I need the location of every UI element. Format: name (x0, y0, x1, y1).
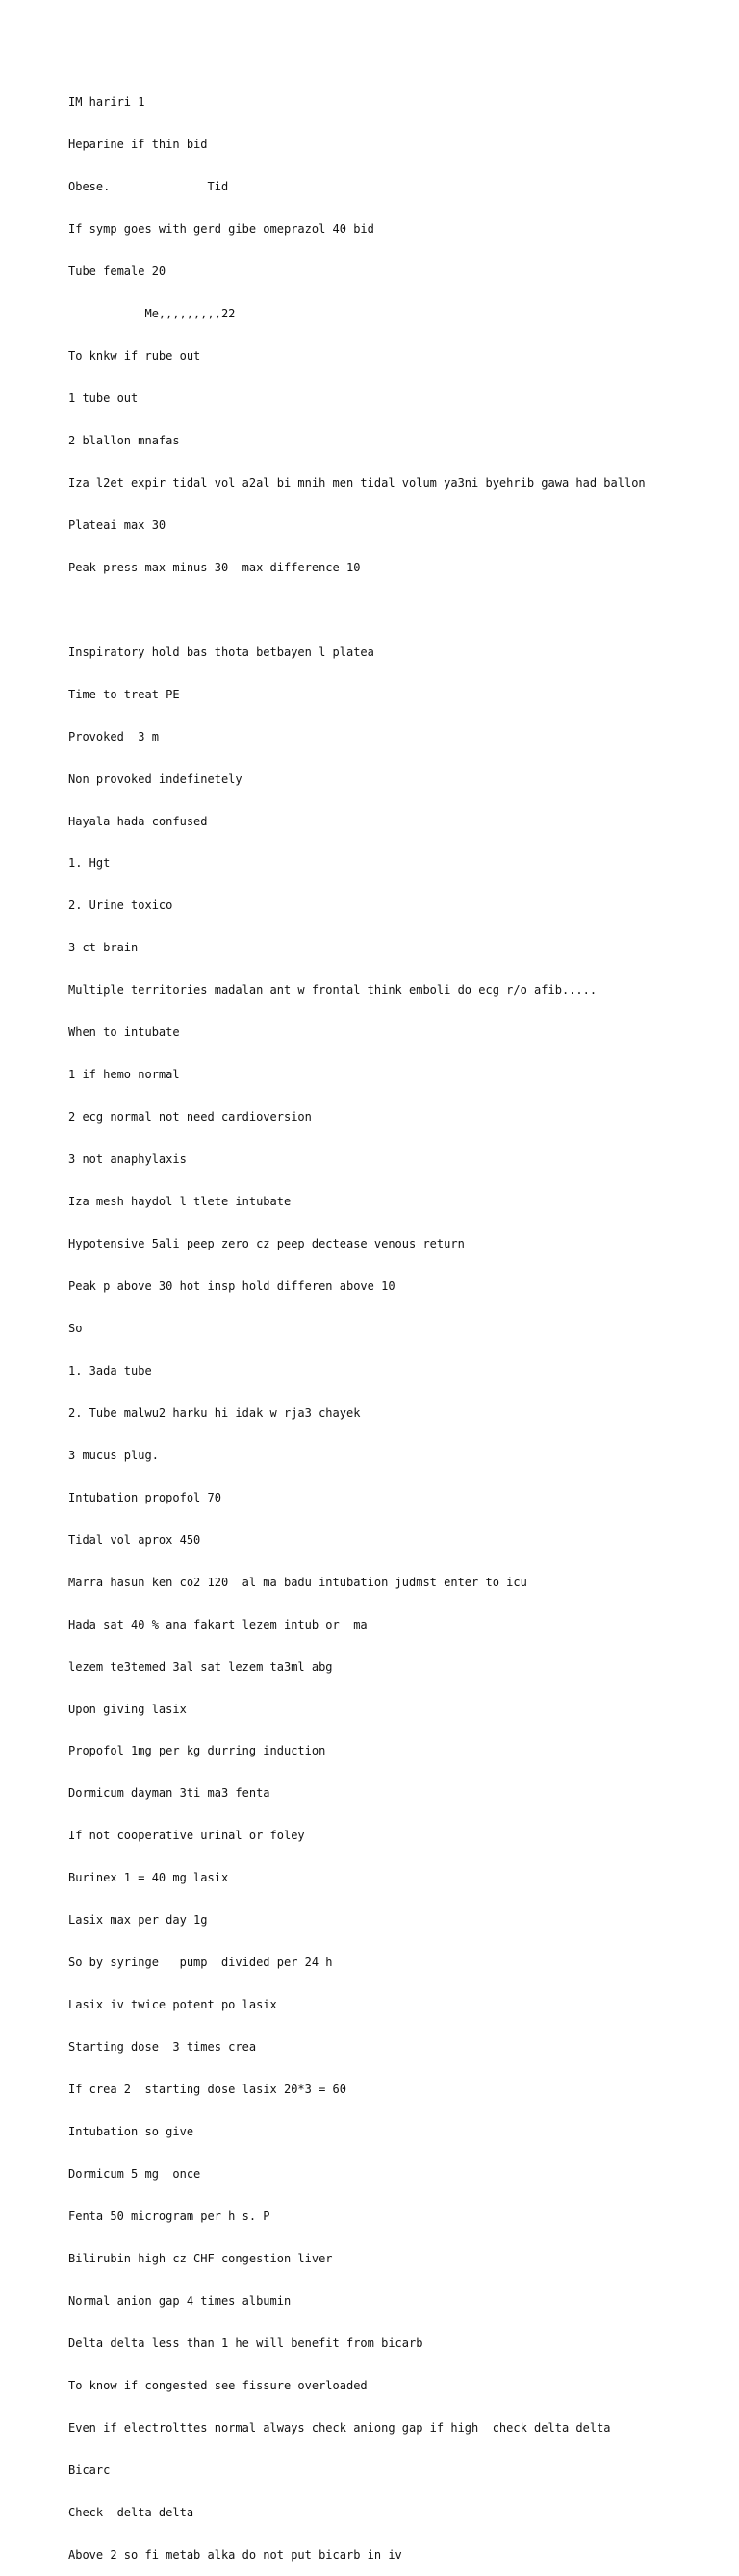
text-line: IM hariri 1 (68, 95, 145, 110)
text-line: 3 not anaphylaxis (68, 1152, 187, 1167)
text-line: 2 blallon mnafas (68, 433, 180, 447)
text-line: Lasix max per day 1g (68, 1913, 208, 1928)
text-line: Dormicum dayman 3ti ma3 fenta (68, 1786, 270, 1801)
text-line: Bicarc (68, 2462, 111, 2477)
text-line: 2. Tube malwu2 harku hi idak w rja3 chayek (68, 1405, 361, 1420)
text-line: Dormicum 5 mg once (68, 2167, 201, 2182)
text-line: Propofol 1mg per kg durring induction (68, 1744, 326, 1758)
text-line: Peak press max minus 30 max difference 10 (68, 560, 361, 574)
text-line: Lasix iv twice potent po lasix (68, 1998, 277, 2012)
text-line: Marra hasun ken co2 120 al ma badu intubation judmst enter to icu (68, 1575, 527, 1589)
text-line: Bilirubin high cz CHF congestion liver (68, 2251, 333, 2265)
text-line: If symp goes with gerd gibe omeprazol 40 bid (68, 222, 374, 237)
text-line: 1. Hgt (68, 856, 111, 871)
text-line: Multiple territories madalan ant w frontal think emboli do ecg r/o afib..... (68, 983, 598, 998)
text-line: Non provoked indefinetely (68, 771, 242, 786)
text-line: Intubation so give (68, 2125, 194, 2139)
text-line: Hypotensive 5ali peep zero cz peep dectease venous return (68, 1237, 465, 1251)
text-line: Provoked 3 m (68, 729, 159, 744)
text-line: 2 ecg normal not need cardioversion (68, 1110, 312, 1124)
text-line: So by syringe pump divided per 24 h (68, 1956, 333, 1970)
note-text-block (68, 67, 723, 2576)
text-line: Tidal vol aprox 450 (68, 1532, 201, 1547)
blank-line (68, 603, 723, 618)
text-line: Upon giving lasix (68, 1702, 187, 1716)
text-line: Iza l2et expir tidal vol a2al bi mnih men tidal volum ya3ni byehrib gawa had ballon (68, 475, 646, 490)
text-line: Time to treat PE (68, 687, 180, 701)
text-line: 3 mucus plug. (68, 1448, 159, 1462)
text-line: Iza mesh haydol l tlete intubate (68, 1195, 292, 1209)
text-line: Starting dose 3 times crea (68, 2040, 257, 2055)
text-line: If not cooperative urinal or foley (68, 1829, 305, 1843)
text-line: So (68, 1321, 83, 1335)
text-line: Plateai max 30 (68, 518, 166, 532)
text-line: Inspiratory hold bas thota betbayen l platea (68, 644, 374, 659)
text-line: Above 2 so fi metab alka do not put bicarb in iv (68, 2547, 402, 2562)
text-line: Obese. Tid (68, 180, 229, 194)
text-line: To know if congested see fissure overloaded (68, 2378, 368, 2392)
text-line: Peak p above 30 hot insp hold differen above 10 (68, 1279, 395, 1293)
text-line: Burinex 1 = 40 mg lasix (68, 1871, 229, 1885)
text-line: Hayala hada confused (68, 814, 208, 828)
text-line: Intubation propofol 70 (68, 1490, 221, 1504)
text-line: Tube female 20 (68, 265, 166, 279)
text-line: If crea 2 starting dose lasix 20*3 = 60 (68, 2083, 346, 2097)
text-line: Me,,,,,,,,,22 (68, 307, 236, 321)
text-line: lezem te3temed 3al sat lezem ta3ml abg (68, 1659, 333, 1674)
text-line: 2. Urine toxico (68, 898, 173, 913)
text-line: Delta delta less than 1 he will benefit from bicarb (68, 2336, 423, 2350)
text-line: When to intubate (68, 1025, 180, 1040)
text-line: 1 if hemo normal (68, 1068, 180, 1082)
text-line: Even if electrolttes normal always check aniong gap if high check delta delta (68, 2420, 611, 2435)
text-line: Fenta 50 microgram per h s. P (68, 2209, 270, 2223)
text-line: 1 tube out (68, 391, 139, 405)
text-line: 1. 3ada tube (68, 1363, 152, 1377)
text-line: To knkw if rube out (68, 349, 201, 364)
text-line: Normal anion gap 4 times albumin (68, 2293, 292, 2308)
text-line: Check delta delta (68, 2505, 194, 2519)
text-line: 3 ct brain (68, 941, 139, 955)
text-line: Hada sat 40 % ana fakart lezem intub or ma (68, 1617, 368, 1631)
text-line: Heparine if thin bid (68, 138, 208, 152)
